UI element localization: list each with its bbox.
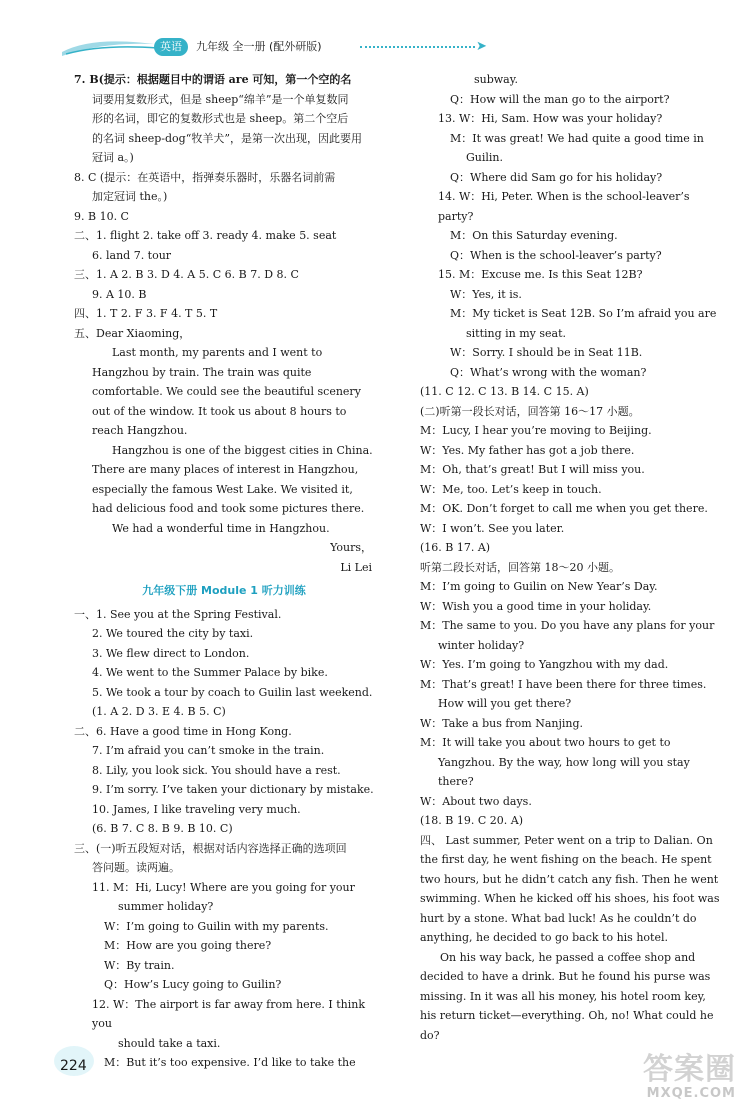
- right-column: [420, 70, 720, 1045]
- transcript-line: W：Yes, it is.: [450, 287, 522, 301]
- transcript-line: winter holiday?: [438, 638, 525, 652]
- transcript-line: W：Wish you a good time in your holiday.: [420, 599, 652, 613]
- transcript-line: 一、1. See you at the Spring Festival.: [74, 607, 282, 621]
- transcript-line: M：OK. Don’t forget to call me when you get there.: [420, 502, 708, 515]
- transcript-line: M：I’m going to Guilin on New Year’s Day.: [420, 580, 658, 593]
- answer-line: 6. land 7. tour: [92, 248, 172, 262]
- transcript-line: summer holiday?: [118, 900, 214, 913]
- transcript-line: M：It was great! We had quite a good time in: [450, 131, 704, 145]
- answer-key: (6. B 7. C 8. B 9. B 10. C): [92, 822, 233, 835]
- transcript-line: 2. We toured the city by taxi.: [92, 627, 254, 640]
- arrow-right-icon: ➤: [476, 39, 487, 54]
- section-title: 九年级下册 Module 1 听力训练: [142, 584, 306, 597]
- answer-line: 9. B 10. C: [74, 209, 129, 223]
- transcript-line: Q：When is the school-leaver’s party?: [450, 248, 662, 262]
- transcript-line: there?: [438, 775, 474, 788]
- answer-line: 加定冠词 the。): [92, 190, 168, 203]
- transcript-line: How will you get there?: [438, 697, 572, 710]
- answer-line: 四、1. T 2. F 3. F 4. T 5. T: [74, 307, 218, 320]
- transcript-line: M：How are you going there?: [104, 939, 272, 952]
- transcript-line: 9. I’m sorry. I’ve taken your dictionary by mistake.: [92, 783, 374, 796]
- answer-line: 7. B(提示：根据题目中的谓语 are 可知，第一个空的名: [74, 73, 352, 86]
- page-header: [62, 34, 492, 60]
- transcript-line: W：Yes. My father has got a job there.: [420, 443, 635, 457]
- answer-line: 三、1. A 2. B 3. D 4. A 5. C 6. B 7. D 8. C: [74, 268, 299, 281]
- transcript-line: 8. Lily, you look sick. You should have a rest.: [92, 763, 341, 777]
- transcript-line: 二、6. Have a good time in Hong Kong.: [74, 724, 292, 738]
- transcript-line: M：The same to you. Do you have any plans for your: [420, 619, 715, 632]
- letter-paragraph: Hangzhou is one of the biggest cities in China. There are many places of interest in Hangzhou, especially the famous West Lake. We visited it, had delicious food and took some pictures there.: [92, 443, 373, 515]
- page-number: 224: [60, 1058, 87, 1074]
- transcript-line: 3. We flew direct to London.: [92, 646, 250, 660]
- answer-line: 8. C (提示：在英语中，指弹奏乐器时，乐器名词前需: [74, 170, 336, 184]
- transcript-line: M：But it’s too expensive. I’d like to take the: [104, 1056, 356, 1069]
- transcript-line: 4. We went to the Summer Palace by bike.: [92, 666, 328, 679]
- transcript-line: 5. We took a tour by coach to Guilin last weekend.: [92, 685, 373, 699]
- transcript-line: M：Oh, that’s great! But I will miss you.: [420, 463, 645, 476]
- transcript-line: Q：How will the man go to the airport?: [450, 92, 670, 106]
- transcript-line: W：Sorry. I should be in Seat 11B.: [450, 346, 643, 359]
- transcript-line: M：Lucy, I hear you’re moving to Beijing.: [420, 424, 652, 437]
- instruction-line: 三、(一)听五段短对话，根据对话内容选择正确的选项回: [74, 841, 347, 855]
- transcript-line: 13. W：Hi, Sam. How was your holiday?: [438, 112, 663, 125]
- letter-paragraph: We had a wonderful time in Hangzhou.: [112, 521, 330, 535]
- left-column: [74, 70, 374, 1073]
- transcript-line: 7. I’m afraid you can’t smoke in the train.: [92, 744, 325, 757]
- letter-paragraph: Last month, my parents and I went to Hangzhou by train. The train was quite comfortable. We could see the beautiful scenery out of the window. It took us about 8 hours to reach Hangzhou.: [92, 346, 361, 437]
- transcript-line: Q：What’s wrong with the woman?: [450, 365, 647, 379]
- watermark: [643, 1054, 736, 1101]
- transcript-line: W：By train.: [104, 958, 175, 972]
- transcript-line: W：I won’t. See you later.: [420, 521, 565, 535]
- answer-key: (16. B 17. A): [420, 541, 491, 554]
- transcript-line: W：Yes. I’m going to Yangzhou with my dad.: [420, 658, 669, 671]
- header-dotted-line: [360, 46, 475, 48]
- header-title: 九年级 全一册 (配外研版): [196, 40, 322, 53]
- transcript-line: Guilin.: [466, 151, 504, 164]
- transcript-line: M：That’s great! I have been there for three times.: [420, 677, 707, 691]
- transcript-line: M：On this Saturday evening.: [450, 229, 618, 242]
- transcript-line: sitting in my seat.: [466, 326, 567, 340]
- letter-closing: Yours，: [330, 541, 372, 554]
- transcript-line: W：Me, too. Let’s keep in touch.: [420, 482, 602, 496]
- transcript-line: Q：Where did Sam go for his holiday?: [450, 170, 663, 184]
- letter-signature: Li Lei: [340, 560, 372, 574]
- letter-salutation: 五、Dear Xiaoming，: [74, 326, 191, 340]
- transcript-line: M：My ticket is Seat 12B. So I’m afraid you are: [450, 307, 717, 320]
- transcript-line: Q：How’s Lucy going to Guilin?: [104, 978, 282, 991]
- transcript-line: subway.: [474, 73, 518, 86]
- answer-line: 9. A 10. B: [92, 287, 147, 301]
- story-paragraph: 四、 Last summer, Peter went on a trip to Dalian. On the first day, he went fishing on the beach. He spent two hours, but he didn’t catch any fish. Then he went swimming. When he kicked off his shoes, his foot was hurt by a stone. What bad luck! As he couldn’t do anything, he decided to go back to his hotel.: [420, 833, 720, 944]
- header-swoosh-decoration: [62, 34, 158, 60]
- story-paragraph: On his way back, he passed a coffee shop and decided to have a drink. But he found his purse was missing. In it was all his money, his hotel room key, his return ticket—everything. Oh, no! What could he do?: [420, 950, 714, 1042]
- answer-key: (11. C 12. C 13. B 14. C 15. A): [420, 385, 589, 398]
- transcript-line: Yangzhou. By the way, how long will you stay: [438, 755, 690, 769]
- answer-line: 形的名词，即它的复数形式也是 sheep。第二个空后: [92, 112, 349, 125]
- answer-line: 的名词 sheep-dog“牧羊犬”，是第一次出现，因此要用: [92, 131, 362, 145]
- instruction-line: (二)听第一段长对话，回答第 16～17 小题。: [420, 404, 640, 418]
- answer-line: 冠词 a。): [92, 151, 134, 164]
- subject-badge: 英语: [154, 38, 188, 56]
- instruction-line: 听第二段长对话，回答第 18～20 小题。: [420, 560, 620, 574]
- transcript-line: W：I’m going to Guilin with my parents.: [104, 919, 329, 933]
- transcript-line: W：About two days.: [420, 794, 532, 808]
- transcript-line: should take a taxi.: [118, 1036, 221, 1050]
- transcript-line: 12. W：The airport is far away from here. I think you: [92, 997, 366, 1030]
- transcript-line: W：Take a bus from Nanjing.: [420, 716, 584, 730]
- transcript-line: 15. M：Excuse me. Is this Seat 12B?: [438, 268, 643, 281]
- transcript-line: 10. James, I like traveling very much.: [92, 802, 301, 816]
- watermark-logo-text: 答案圈: [643, 1052, 736, 1087]
- instruction-line: 答问题。读两遍。: [92, 861, 180, 874]
- answer-line: 二、1. flight 2. take off 3. ready 4. make 5. seat: [74, 229, 337, 242]
- answer-line: 词要用复数形式，但是 sheep“绵羊”是一个单复数同: [92, 92, 349, 106]
- transcript-line: 14. W：Hi, Peter. When is the school-leaver’s party?: [438, 190, 690, 223]
- transcript-line: 11. M：Hi, Lucy! Where are you going for your: [92, 880, 355, 894]
- watermark-url: MXQE.COM: [646, 1086, 736, 1101]
- answer-key: (18. B 19. C 20. A): [420, 814, 523, 827]
- answer-key: (1. A 2. D 3. E 4. B 5. C): [92, 705, 226, 718]
- transcript-line: M：It will take you about two hours to get to: [420, 736, 671, 749]
